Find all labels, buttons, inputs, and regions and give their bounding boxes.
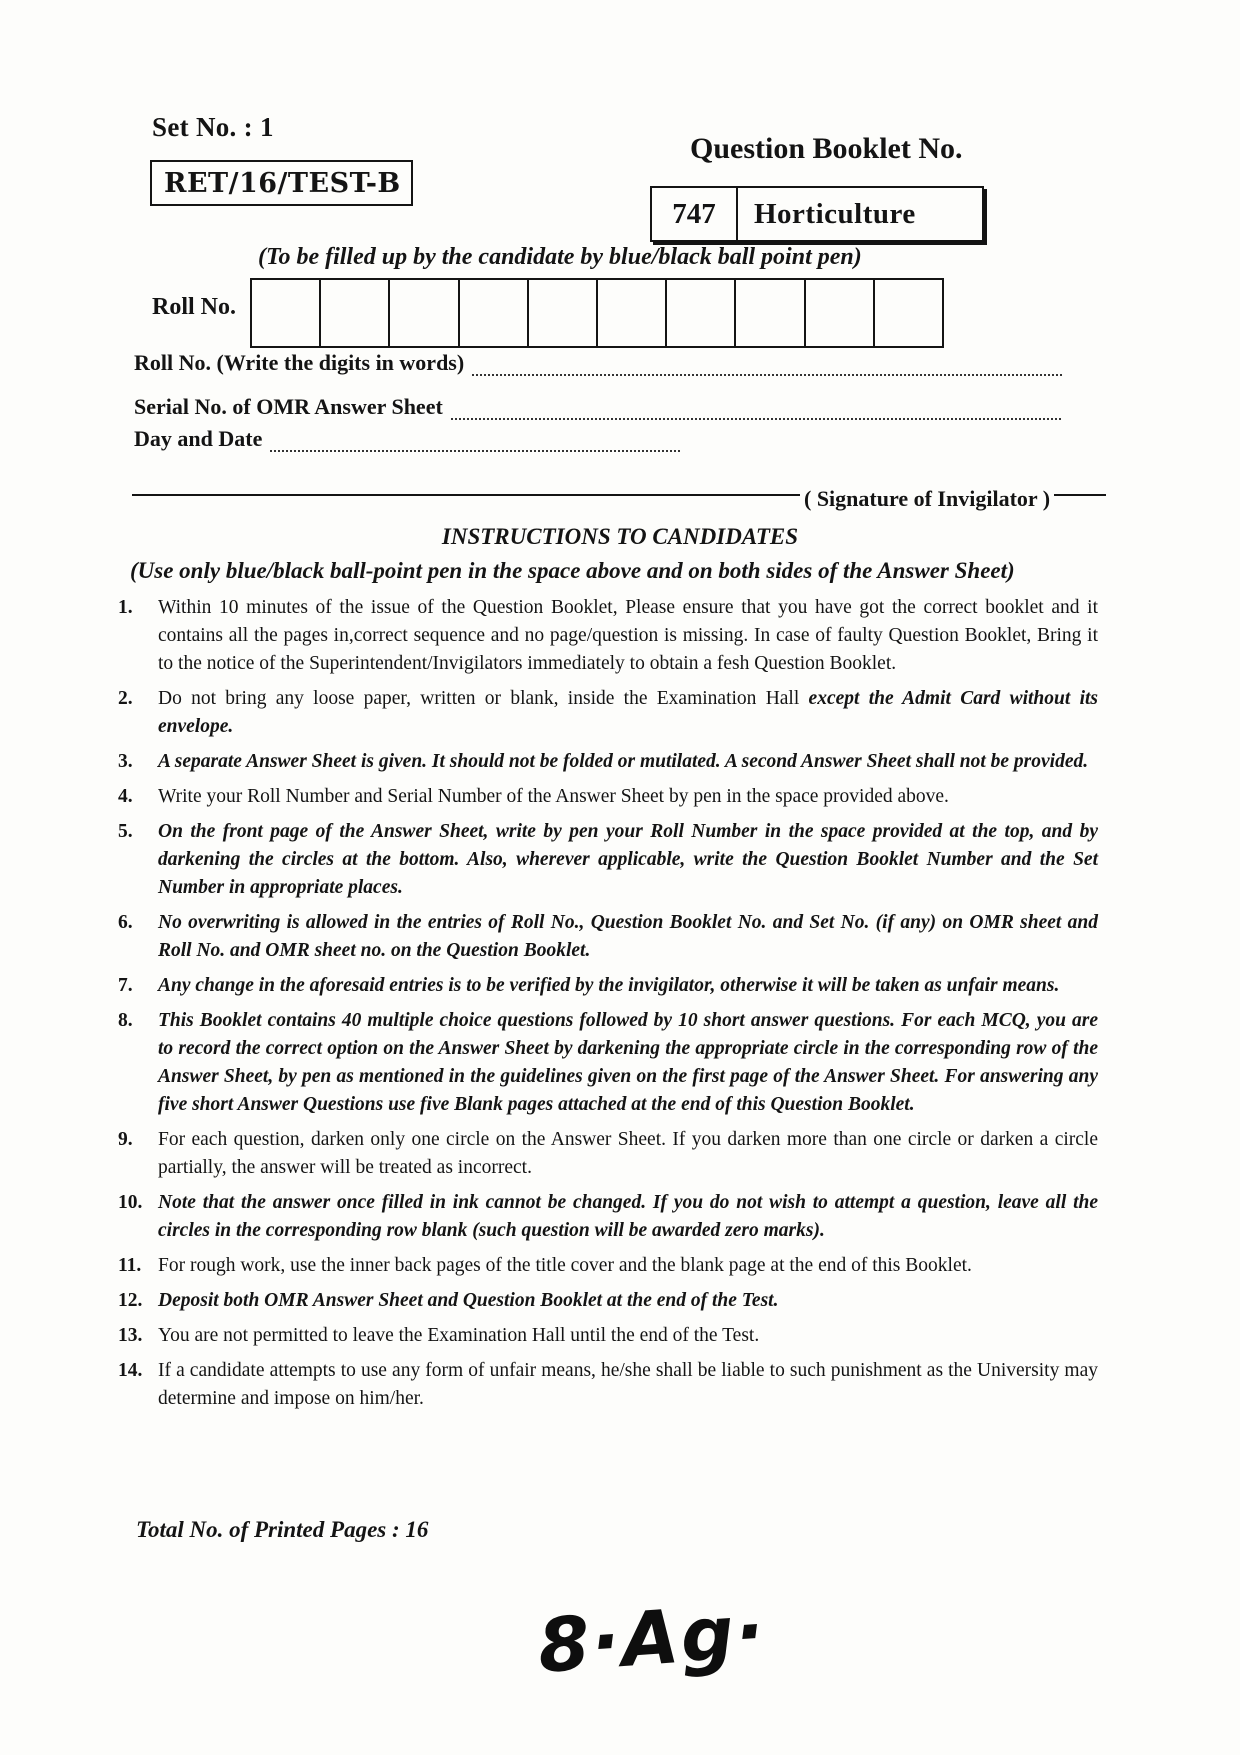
fill-instruction-note: (To be filled up by the candidate by blue/black ball point pen): [258, 244, 862, 270]
instruction-plain: You are not permitted to leave the Examination Hall until the end of the Test.: [158, 1325, 760, 1346]
serial-label: Serial No. of OMR Answer Sheet: [134, 394, 443, 419]
total-printed-pages: Total No. of Printed Pages : 16: [136, 1517, 429, 1542]
instruction-number: 12.: [118, 1290, 143, 1311]
instruction-number: 7.: [118, 975, 133, 996]
date-field[interactable]: [270, 432, 680, 452]
instruction-emphasis: This Booklet contains 40 multiple choice questions followed by 10 short answer questions. For each MCQ, you are to record the correct option on the Answer Sheet by darkening the appropriate circle in the corresponding row of the Answer Sheet, by pen as mentioned in the guidelines given on the first page of the Answer Sheet. For answering any five short Answer Questions use five Blank pages attached at the end of this Question Booklet.: [158, 1010, 1098, 1115]
instruction-plain: For rough work, use the inner back pages of the title cover and the blank page at the end of this Booklet.: [158, 1255, 972, 1276]
roll-digit-box[interactable]: [806, 280, 875, 346]
instruction-number: 10.: [118, 1192, 143, 1213]
booklet-number-box: [650, 186, 984, 242]
instruction-number: 8.: [118, 1010, 133, 1031]
instruction-plain: If a candidate attempts to use any form of unfair means, he/she shall be liable to such punishment as the University may determine and impose on him/her.: [158, 1360, 1098, 1409]
instruction-plain: Within 10 minutes of the issue of the Question Booklet, Please ensure that you have got the correct booklet and it contains all the pages in,correct sequence and no page/question is missing. In case of faulty Question Booklet, Bring it to the notice of the Superintendent/Invigilators immediately to obtain a fesh Question Booklet.: [158, 597, 1098, 674]
subject-name: Horticulture: [754, 197, 916, 230]
roll-words-line: [134, 350, 1062, 376]
instruction-emphasis: A separate Answer Sheet is given. It should not be folded or mutilated. A second Answer Sheet shall not be provided.: [158, 751, 1089, 772]
instruction-item: [118, 594, 1098, 678]
test-code-box: RET/16/TEST-B: [150, 160, 413, 206]
instruction-number: 4.: [118, 786, 133, 807]
instruction-item: [118, 1357, 1098, 1413]
instruction-emphasis: No overwriting is allowed in the entries of Roll No., Question Booklet No. and Set No. (if any) on OMR sheet and Roll No. and OMR sheet no. on the Question Booklet.: [158, 912, 1098, 961]
instruction-plain: Write your Roll Number and Serial Number of the Answer Sheet by pen in the space provided above.: [158, 786, 949, 807]
roll-number-label: Roll No.: [152, 294, 236, 320]
roll-digit-box[interactable]: [321, 280, 390, 346]
instruction-text: [158, 594, 1098, 678]
serial-field[interactable]: [451, 400, 1061, 420]
instructions-title: INSTRUCTIONS TO CANDIDATES: [441, 524, 799, 549]
roll-digit-box[interactable]: [875, 280, 942, 346]
roll-words-label: Roll No. (Write the digits in words): [134, 350, 465, 375]
roll-digit-box[interactable]: [667, 280, 736, 346]
instruction-text: [158, 1007, 1098, 1119]
roll-digit-box[interactable]: [529, 280, 598, 346]
instruction-text: [158, 1126, 1098, 1182]
instruction-item: [118, 1007, 1098, 1119]
instruction-number: 9.: [118, 1129, 133, 1150]
instruction-text: [158, 783, 1098, 811]
serial-line: [134, 394, 1061, 420]
instruction-emphasis: Any change in the aforesaid entries is to be verified by the invigilator, otherwise it will be taken as unfair means.: [158, 975, 1060, 996]
instruction-item: [118, 1287, 1098, 1315]
roll-digit-box[interactable]: [252, 280, 321, 346]
instruction-number: 3.: [118, 751, 133, 772]
date-line: [134, 426, 680, 452]
instruction-text: [158, 1189, 1098, 1245]
instructions-list: [118, 594, 1098, 1420]
roll-digit-box[interactable]: [390, 280, 459, 346]
roll-number-boxes: [250, 278, 944, 348]
handwritten-note: 8·Ag·: [535, 1588, 769, 1690]
instruction-text: [158, 748, 1098, 776]
roll-words-field[interactable]: [472, 356, 1062, 376]
roll-digit-box[interactable]: [460, 280, 529, 346]
instruction-plain: For each question, darken only one circle on the Answer Sheet. If you darken more than one circle or darken a circle partially, the answer will be treated as incorrect.: [158, 1129, 1098, 1178]
instruction-item: [118, 1322, 1098, 1350]
instruction-emphasis: Note that the answer once filled in ink cannot be changed. If you do not wish to attempt a question, leave all the circles in the corresponding row blank (such question will be awarded zero marks).: [158, 1192, 1098, 1241]
instruction-text: [158, 1287, 1098, 1315]
instruction-item: [118, 748, 1098, 776]
instruction-item: [118, 909, 1098, 965]
instruction-text: [158, 1322, 1098, 1350]
instruction-text: [158, 972, 1098, 1000]
instruction-number: 13.: [118, 1325, 143, 1346]
instruction-text: [158, 1357, 1098, 1413]
instruction-number: 6.: [118, 912, 133, 933]
instruction-plain: Do not bring any loose paper, written or blank, inside the Examination Hall: [158, 688, 800, 709]
instruction-emphasis: On the front page of the Answer Sheet, write by pen your Roll Number in the space provided at the top, and by darkening the circles at the bottom. Also, wherever applicable, write the Question Booklet Number and the Set Number in appropriate places.: [158, 821, 1098, 898]
instruction-emphasis: Deposit both OMR Answer Sheet and Question Booklet at the end of the Test.: [158, 1290, 779, 1311]
date-label: Day and Date: [134, 426, 263, 451]
instruction-item: [118, 972, 1098, 1000]
instruction-item: [118, 685, 1098, 741]
set-number: Set No. : 1: [152, 112, 274, 142]
instruction-number: 11.: [118, 1255, 142, 1276]
instruction-item: [118, 783, 1098, 811]
instruction-number: 2.: [118, 688, 133, 709]
instruction-item: [118, 818, 1098, 902]
instruction-number: 14.: [118, 1360, 143, 1381]
invigilator-signature-label: ( Signature of Invigilator ): [800, 486, 1054, 512]
booklet-number: 747: [652, 188, 738, 240]
instruction-item: [118, 1126, 1098, 1182]
instruction-item: [118, 1252, 1098, 1280]
roll-digit-box[interactable]: [598, 280, 667, 346]
instruction-emphasis: except the Admit Card without its envelope.: [158, 688, 1098, 737]
instruction-text: [158, 1252, 1098, 1280]
roll-digit-box[interactable]: [736, 280, 805, 346]
instruction-item: [118, 1189, 1098, 1245]
instruction-text: [158, 685, 1098, 741]
instruction-number: 1.: [118, 597, 133, 618]
instructions-subtitle: (Use only blue/black ball-point pen in the space above and on both sides of the Answer Sheet): [130, 558, 1015, 583]
instruction-text: [158, 818, 1098, 902]
instruction-number: 5.: [118, 821, 133, 842]
instruction-text: [158, 909, 1098, 965]
booklet-number-label: Question Booklet No.: [690, 132, 963, 165]
